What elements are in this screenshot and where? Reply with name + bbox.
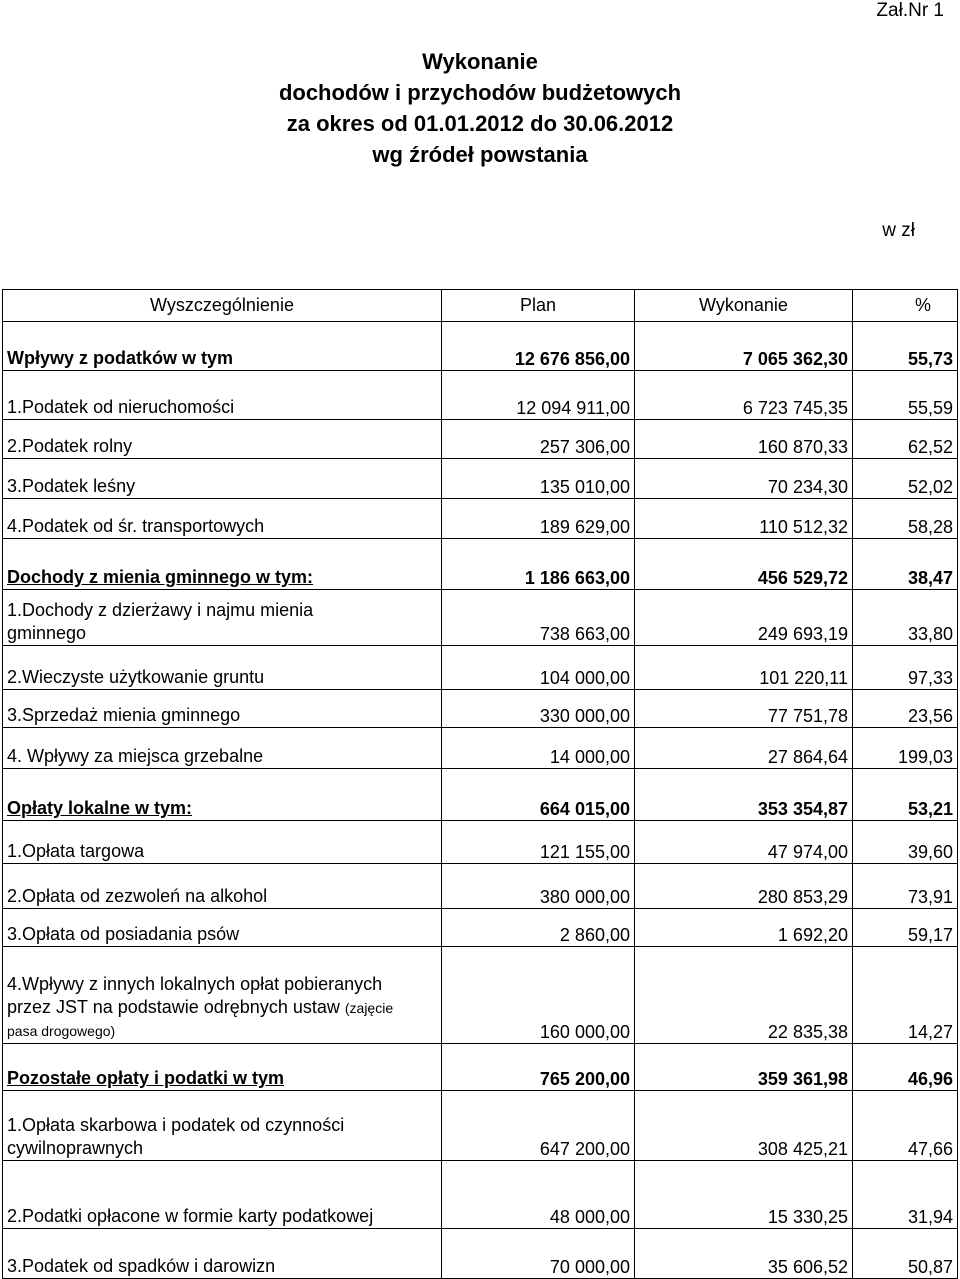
row-name xyxy=(3,1091,442,1161)
title-line: wg źródeł powstania xyxy=(372,142,588,167)
row-percent: 14,27 xyxy=(853,947,958,1044)
row-name: 2.Podatek rolny xyxy=(3,420,442,459)
table-row xyxy=(3,864,958,909)
row-execution: 456 529,72 xyxy=(635,539,853,590)
row-execution: 35 606,52 xyxy=(635,1229,853,1279)
row-name: 4. Wpływy za miejsca grzebalne xyxy=(3,728,442,769)
row-execution: 77 751,78 xyxy=(635,690,853,728)
row-name xyxy=(3,1044,442,1091)
row-name: 3.Podatek od spadków i darowizn xyxy=(3,1229,442,1279)
row-plan: 647 200,00 xyxy=(442,1091,635,1161)
row-percent: 46,96 xyxy=(853,1044,958,1091)
row-percent: 38,47 xyxy=(853,539,958,590)
row-name-line: 4.Wpływy z innych lokalnych opłat pobieranych xyxy=(7,974,383,994)
row-execution: 70 234,30 xyxy=(635,459,853,499)
row-name-text: przez JST na podstawie odrębnych ustaw xyxy=(7,997,340,1017)
row-percent: 199,03 xyxy=(853,728,958,769)
row-name xyxy=(3,539,442,590)
table-header-row xyxy=(3,290,958,322)
document-title xyxy=(0,46,960,170)
attachment-number: Zał.Nr 1 xyxy=(876,0,944,21)
row-plan: 330 000,00 xyxy=(442,690,635,728)
row-execution: 47 974,00 xyxy=(635,821,853,864)
row-plan: 14 000,00 xyxy=(442,728,635,769)
row-name: Wpływy z podatków w tym xyxy=(3,322,442,371)
row-execution: 101 220,11 xyxy=(635,646,853,690)
row-percent: 97,33 xyxy=(853,646,958,690)
row-execution: 280 853,29 xyxy=(635,864,853,909)
column-header-name: Wyszczególnienie xyxy=(3,290,442,322)
row-execution: 359 361,98 xyxy=(635,1044,853,1091)
budget-table xyxy=(2,289,958,1279)
table-row xyxy=(3,590,958,646)
table-row-section xyxy=(3,322,958,371)
row-plan: 2 860,00 xyxy=(442,909,635,947)
row-execution: 1 692,20 xyxy=(635,909,853,947)
row-execution: 27 864,64 xyxy=(635,728,853,769)
table-row xyxy=(3,499,958,539)
row-name-line xyxy=(7,996,437,1020)
table-row xyxy=(3,646,958,690)
row-name: 4.Podatek od śr. transportowych xyxy=(3,499,442,539)
row-execution: 6 723 745,35 xyxy=(635,371,853,420)
table-row xyxy=(3,690,958,728)
row-percent: 50,87 xyxy=(853,1229,958,1279)
row-plan: 135 010,00 xyxy=(442,459,635,499)
row-plan: 160 000,00 xyxy=(442,947,635,1044)
title-line: dochodów i przychodów budżetowych xyxy=(278,80,682,105)
row-plan: 12 676 856,00 xyxy=(442,322,635,371)
column-header-percent: % xyxy=(853,290,958,322)
row-execution: 160 870,33 xyxy=(635,420,853,459)
row-percent: 62,52 xyxy=(853,420,958,459)
section-title: Opłaty lokalne w tym: xyxy=(7,798,193,818)
row-name: 2.Wieczyste użytkowanie gruntu xyxy=(3,646,442,690)
row-plan: 380 000,00 xyxy=(442,864,635,909)
row-name-note: (zajęcie xyxy=(344,1000,394,1016)
row-name xyxy=(3,590,442,646)
row-percent: 55,59 xyxy=(853,371,958,420)
row-name: 3.Opłata od posiadania psów xyxy=(3,909,442,947)
row-name-line: gminnego xyxy=(7,623,87,643)
row-name: 1.Podatek od nieruchomości xyxy=(3,371,442,420)
row-percent: 53,21 xyxy=(853,769,958,821)
table-row xyxy=(3,728,958,769)
row-name-line: 1.Opłata skarbowa i podatek od czynności xyxy=(7,1115,345,1135)
row-percent: 31,94 xyxy=(853,1161,958,1229)
table-row xyxy=(3,1161,958,1229)
row-name: 2.Podatki opłacone w formie karty podatkowej xyxy=(3,1161,442,1229)
row-percent: 33,80 xyxy=(853,590,958,646)
row-plan: 12 094 911,00 xyxy=(442,371,635,420)
row-name xyxy=(3,769,442,821)
row-plan: 48 000,00 xyxy=(442,1161,635,1229)
row-name: 3.Sprzedaż mienia gminnego xyxy=(3,690,442,728)
table-row xyxy=(3,821,958,864)
table-row xyxy=(3,420,958,459)
row-name-note: pasa drogowego) xyxy=(7,1023,116,1039)
row-name: 3.Podatek leśny xyxy=(3,459,442,499)
currency-unit: w zł xyxy=(882,220,915,241)
section-title: Pozostałe opłaty i podatki w tym xyxy=(7,1068,285,1088)
row-percent: 47,66 xyxy=(853,1091,958,1161)
row-execution: 15 330,25 xyxy=(635,1161,853,1229)
row-name: 2.Opłata od zezwoleń na alkohol xyxy=(3,864,442,909)
row-execution: 110 512,32 xyxy=(635,499,853,539)
column-header-plan: Plan xyxy=(442,290,635,322)
row-percent: 23,56 xyxy=(853,690,958,728)
row-plan: 257 306,00 xyxy=(442,420,635,459)
column-header-execution: Wykonanie xyxy=(635,290,853,322)
row-plan: 121 155,00 xyxy=(442,821,635,864)
row-plan: 738 663,00 xyxy=(442,590,635,646)
row-plan: 765 200,00 xyxy=(442,1044,635,1091)
row-plan: 664 015,00 xyxy=(442,769,635,821)
row-plan: 70 000,00 xyxy=(442,1229,635,1279)
row-percent: 59,17 xyxy=(853,909,958,947)
table-row-section xyxy=(3,769,958,821)
table-row-section xyxy=(3,539,958,590)
row-percent: 39,60 xyxy=(853,821,958,864)
row-percent: 58,28 xyxy=(853,499,958,539)
row-execution: 353 354,87 xyxy=(635,769,853,821)
table-row-section xyxy=(3,1044,958,1091)
row-execution: 22 835,38 xyxy=(635,947,853,1044)
row-name: 1.Opłata targowa xyxy=(3,821,442,864)
row-plan: 189 629,00 xyxy=(442,499,635,539)
row-percent: 55,73 xyxy=(853,322,958,371)
table-row xyxy=(3,371,958,420)
row-plan: 1 186 663,00 xyxy=(442,539,635,590)
row-percent: 73,91 xyxy=(853,864,958,909)
row-execution: 308 425,21 xyxy=(635,1091,853,1161)
row-name-line: cywilnoprawnych xyxy=(7,1138,144,1158)
row-name xyxy=(3,947,442,1044)
table-row xyxy=(3,1091,958,1161)
table-row xyxy=(3,459,958,499)
row-execution: 249 693,19 xyxy=(635,590,853,646)
title-line: Wykonanie xyxy=(422,49,538,74)
row-execution: 7 065 362,30 xyxy=(635,322,853,371)
row-name-line: 1.Dochody z dzierżawy i najmu mienia xyxy=(7,600,314,620)
title-line: za okres od 01.01.2012 do 30.06.2012 xyxy=(286,111,674,136)
table-row xyxy=(3,1229,958,1279)
table-row xyxy=(3,909,958,947)
row-percent: 52,02 xyxy=(853,459,958,499)
table-row xyxy=(3,947,958,1044)
section-title: Dochody z mienia gminnego w tym: xyxy=(7,567,314,587)
row-plan: 104 000,00 xyxy=(442,646,635,690)
